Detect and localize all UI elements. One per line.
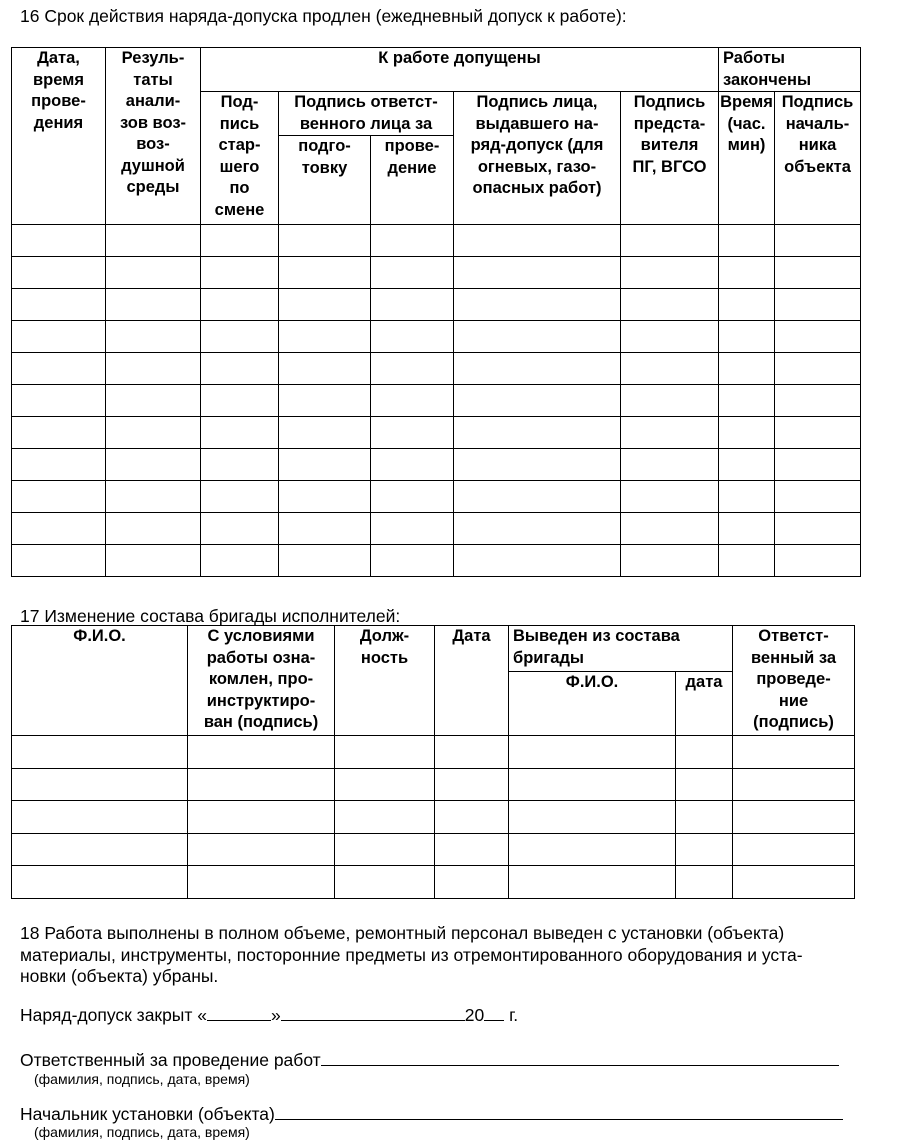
table-cell[interactable] — [719, 321, 775, 353]
table-cell[interactable] — [335, 736, 435, 769]
table-cell[interactable] — [12, 225, 106, 257]
table-cell[interactable] — [733, 801, 855, 834]
team-change-table-body — [12, 736, 855, 899]
table-cell[interactable] — [106, 481, 201, 513]
table-cell[interactable] — [371, 257, 454, 289]
table-cell[interactable] — [621, 481, 719, 513]
header-results: Резуль- таты анали- зов воз- воз- душной среды — [106, 48, 201, 225]
table-cell[interactable] — [201, 417, 279, 449]
table-row — [12, 449, 861, 481]
header-date: Дата — [435, 626, 509, 736]
table-cell[interactable] — [12, 481, 106, 513]
table-cell[interactable] — [201, 257, 279, 289]
section-16-title: 16 Срок действия наряда-допуска продлен (ежедневный допуск к работе): — [20, 6, 627, 26]
table-cell[interactable] — [719, 513, 775, 545]
table-cell[interactable] — [733, 866, 855, 899]
table-cell[interactable] — [201, 481, 279, 513]
table-cell[interactable] — [201, 385, 279, 417]
year-field[interactable] — [484, 1002, 504, 1021]
table-cell[interactable] — [621, 225, 719, 257]
table-cell[interactable] — [279, 257, 371, 289]
table-cell[interactable] — [676, 866, 733, 899]
table-cell[interactable] — [621, 449, 719, 481]
responsible-line — [20, 1047, 839, 1072]
table-cell[interactable] — [454, 321, 621, 353]
table-cell[interactable] — [435, 768, 509, 801]
table-row — [12, 545, 861, 577]
table-cell[interactable] — [775, 225, 861, 257]
table-cell[interactable] — [201, 289, 279, 321]
table-cell[interactable] — [371, 513, 454, 545]
table-row — [12, 385, 861, 417]
table-cell[interactable] — [719, 481, 775, 513]
paragraph-line-1: 18 Работа выполнены в полном объеме, ремонтный персонал выведен с установки (объекта) — [20, 923, 785, 943]
table-cell[interactable] — [12, 545, 106, 577]
table-cell[interactable] — [621, 321, 719, 353]
header-admitted: К работе допущены — [201, 48, 719, 92]
table-row — [12, 866, 855, 899]
table-cell[interactable] — [775, 513, 861, 545]
table-cell[interactable] — [621, 545, 719, 577]
table-cell[interactable] — [12, 801, 188, 834]
table-cell[interactable] — [188, 736, 335, 769]
table-cell[interactable] — [509, 736, 676, 769]
table-cell[interactable] — [201, 449, 279, 481]
header-rep-signature: Подпись предста- вителя ПГ, ВГСО — [621, 92, 719, 225]
table-cell[interactable] — [188, 801, 335, 834]
table-row — [12, 417, 861, 449]
table-cell[interactable] — [676, 736, 733, 769]
table-cell[interactable] — [279, 353, 371, 385]
table-cell[interactable] — [775, 417, 861, 449]
table-cell[interactable] — [335, 801, 435, 834]
table-cell[interactable] — [201, 513, 279, 545]
table-row — [12, 833, 855, 866]
table-cell[interactable] — [201, 353, 279, 385]
table-cell[interactable] — [12, 289, 106, 321]
table-cell[interactable] — [621, 353, 719, 385]
table-cell[interactable] — [676, 833, 733, 866]
table-cell[interactable] — [775, 385, 861, 417]
table-cell[interactable] — [371, 481, 454, 513]
header-removed: Выведен из состава бригады — [509, 626, 733, 672]
table-cell[interactable] — [435, 801, 509, 834]
table-cell[interactable] — [188, 768, 335, 801]
table-row — [12, 768, 855, 801]
header-senior-signature: Под- пись стар- шего по смене — [201, 92, 279, 225]
table-cell[interactable] — [279, 225, 371, 257]
table-row — [12, 289, 861, 321]
table-cell[interactable] — [106, 257, 201, 289]
table-cell[interactable] — [454, 257, 621, 289]
table-cell[interactable] — [279, 449, 371, 481]
table-cell[interactable] — [454, 225, 621, 257]
table-cell[interactable] — [509, 866, 676, 899]
table-cell[interactable] — [621, 513, 719, 545]
header-removed-fio: Ф.И.О. — [509, 672, 676, 736]
table-cell[interactable] — [676, 768, 733, 801]
table-cell[interactable] — [279, 289, 371, 321]
year-suffix: г. — [504, 1005, 519, 1025]
header-date: Дата, время прове- дения — [12, 48, 106, 225]
team-change-table — [11, 625, 855, 899]
table-cell[interactable] — [188, 866, 335, 899]
table-row — [12, 736, 855, 769]
table-cell[interactable] — [12, 866, 188, 899]
header-responsible-signature: Подпись ответст- венного лица за — [279, 92, 454, 136]
table-cell[interactable] — [719, 289, 775, 321]
table-cell[interactable] — [12, 257, 106, 289]
table-cell[interactable] — [719, 353, 775, 385]
table-cell[interactable] — [106, 385, 201, 417]
table-cell[interactable] — [509, 801, 676, 834]
table-cell[interactable] — [719, 545, 775, 577]
table-cell[interactable] — [621, 289, 719, 321]
table-cell[interactable] — [454, 289, 621, 321]
header-preparation: подго- товку — [279, 136, 371, 225]
table-cell[interactable] — [509, 768, 676, 801]
table-cell[interactable] — [106, 513, 201, 545]
section-18-paragraph — [20, 923, 880, 988]
header-issuer-signature: Подпись лица, выдавшего на- ряд-допуск (для огневых, газо- опасных работ) — [454, 92, 621, 225]
table-cell[interactable] — [279, 513, 371, 545]
responsible-label: Ответственный за проведение работ — [20, 1050, 321, 1070]
table-row — [12, 481, 861, 513]
table-cell[interactable] — [106, 321, 201, 353]
table-cell[interactable] — [454, 353, 621, 385]
table-cell[interactable] — [435, 866, 509, 899]
closed-quote-close: » — [271, 1005, 281, 1025]
table-cell[interactable] — [12, 449, 106, 481]
table-cell[interactable] — [454, 385, 621, 417]
header-head-signature: Подпись началь- ника объекта — [775, 92, 861, 225]
table-cell[interactable] — [371, 321, 454, 353]
paragraph-line-2: материалы, инструменты, посторонние предметы из отремонтированного оборудования и уста- — [20, 944, 803, 965]
table-cell[interactable] — [106, 545, 201, 577]
table-cell[interactable] — [454, 545, 621, 577]
responsible-signature-field[interactable] — [321, 1047, 839, 1066]
table-cell[interactable] — [12, 768, 188, 801]
month-field[interactable] — [281, 1002, 465, 1021]
header-time: Время (час. мин) — [719, 92, 775, 225]
table-cell[interactable] — [279, 417, 371, 449]
table-cell[interactable] — [371, 225, 454, 257]
table-cell[interactable] — [106, 417, 201, 449]
table-cell[interactable] — [12, 321, 106, 353]
table-cell[interactable] — [733, 833, 855, 866]
table-cell[interactable] — [454, 513, 621, 545]
day-field[interactable] — [207, 1002, 271, 1021]
table-row — [12, 801, 855, 834]
table-cell[interactable] — [775, 353, 861, 385]
table-cell[interactable] — [371, 545, 454, 577]
responsible-hint: (фамилия, подпись, дата, время) — [34, 1071, 250, 1087]
table-cell[interactable] — [188, 833, 335, 866]
table-cell[interactable] — [733, 768, 855, 801]
header-finished: Работы закончены — [719, 48, 861, 92]
table-cell[interactable] — [621, 257, 719, 289]
closed-label: Наряд-допуск закрыт « — [20, 1005, 207, 1025]
table-row — [12, 513, 861, 545]
table-cell[interactable] — [454, 449, 621, 481]
table-cell[interactable] — [201, 545, 279, 577]
table-cell[interactable] — [12, 736, 188, 769]
table-cell[interactable] — [371, 353, 454, 385]
table-cell[interactable] — [12, 353, 106, 385]
table-cell[interactable] — [201, 321, 279, 353]
table-cell[interactable] — [371, 449, 454, 481]
table-cell[interactable] — [775, 481, 861, 513]
table-cell[interactable] — [335, 866, 435, 899]
table-cell[interactable] — [106, 449, 201, 481]
table-cell[interactable] — [335, 833, 435, 866]
table-row — [12, 353, 861, 385]
table-cell[interactable] — [279, 481, 371, 513]
table-cell[interactable] — [371, 417, 454, 449]
table-cell[interactable] — [371, 289, 454, 321]
table-cell[interactable] — [454, 417, 621, 449]
table-cell[interactable] — [12, 385, 106, 417]
header-position: Долж- ность — [335, 626, 435, 736]
table-cell[interactable] — [719, 449, 775, 481]
table-cell[interactable] — [775, 545, 861, 577]
table-cell[interactable] — [279, 385, 371, 417]
table-cell[interactable] — [621, 417, 719, 449]
header-removed-date: дата — [676, 672, 733, 736]
table-cell[interactable] — [12, 833, 188, 866]
table-cell[interactable] — [509, 833, 676, 866]
table-cell[interactable] — [106, 225, 201, 257]
table-cell[interactable] — [106, 353, 201, 385]
table-row — [12, 321, 861, 353]
header-instructed: С условиями работы озна- комлен, про- инструктиро- ван (подпись) — [188, 626, 335, 736]
table-cell[interactable] — [775, 257, 861, 289]
head-signature-field[interactable] — [275, 1101, 843, 1120]
year-prefix: 20 — [464, 1005, 485, 1025]
table-cell[interactable] — [733, 736, 855, 769]
head-label: Начальник установки (объекта) — [20, 1104, 275, 1124]
table-cell[interactable] — [719, 417, 775, 449]
header-responsible: Ответст- венный за проведе- ние (подпись) — [733, 626, 855, 736]
table-cell[interactable] — [12, 513, 106, 545]
extension-table-body — [12, 225, 861, 577]
paragraph-line-3: новки (объекта) убраны. — [20, 966, 219, 986]
table-cell[interactable] — [435, 736, 509, 769]
table-cell[interactable] — [12, 417, 106, 449]
table-cell[interactable] — [775, 449, 861, 481]
table-cell[interactable] — [775, 321, 861, 353]
table-cell[interactable] — [621, 385, 719, 417]
table-row — [12, 225, 861, 257]
table-cell[interactable] — [719, 257, 775, 289]
table-cell[interactable] — [435, 833, 509, 866]
table-cell[interactable] — [371, 385, 454, 417]
table-cell[interactable] — [201, 225, 279, 257]
section-17-title: 17 Изменение состава бригады исполнителей: — [20, 606, 401, 626]
table-cell[interactable] — [454, 481, 621, 513]
table-cell[interactable] — [279, 545, 371, 577]
head-line — [20, 1101, 843, 1126]
table-cell[interactable] — [279, 321, 371, 353]
closed-line — [20, 1002, 518, 1027]
header-fio: Ф.И.О. — [12, 626, 188, 736]
table-row — [12, 257, 861, 289]
table-cell[interactable] — [676, 801, 733, 834]
extension-table — [11, 47, 861, 577]
table-cell[interactable] — [775, 289, 861, 321]
table-cell[interactable] — [335, 768, 435, 801]
table-cell[interactable] — [106, 289, 201, 321]
table-cell[interactable] — [719, 385, 775, 417]
table-cell[interactable] — [719, 225, 775, 257]
head-hint: (фамилия, подпись, дата, время) — [34, 1124, 250, 1140]
header-execution: прове- дение — [371, 136, 454, 225]
